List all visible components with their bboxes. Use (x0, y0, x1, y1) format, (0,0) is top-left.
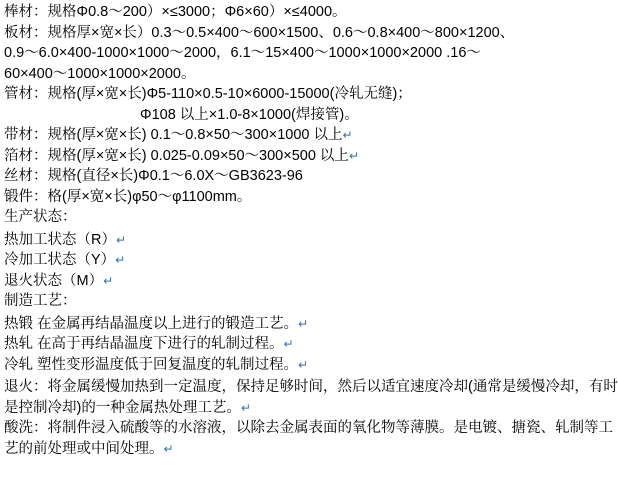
process-text: 在金属再结晶温度以上进行的锻造工艺。 (33, 315, 299, 332)
process-text: 在高于再结晶温度下进行的轧制过程。 (33, 336, 284, 352)
spec-row (0, 105, 618, 126)
paragraph-mark-icon: ↵ (115, 232, 127, 247)
spec-row (0, 125, 618, 146)
spec-label: 锻件： (4, 188, 48, 205)
state-line (0, 230, 618, 251)
spec-text: 规格(直径×长)Φ0.1～6.0X～GB3623-96 (47, 168, 303, 184)
spec-text: 规格(厚×宽×长) 0.1～0.8×50～300×1000 以上 (47, 127, 343, 143)
process-item (0, 334, 618, 355)
spec-row (0, 187, 618, 208)
paragraph-mark-icon: ↵ (298, 316, 309, 331)
state-label: 退火状态（M） (4, 272, 104, 289)
spec-label: 板材： (4, 24, 48, 41)
process-term: 热轧 (4, 336, 33, 352)
process-text: 塑性变形温度低于回复温度的轧制过程。 (33, 356, 299, 373)
spec-row (0, 146, 618, 167)
spec-text: 规格Φ0.8～200）×≤3000；Φ6×60）×≤4000。 (47, 4, 347, 20)
paragraph-mark-icon: ↵ (283, 337, 294, 351)
spec-text: 规格(厚×宽×长) 0.025-0.09×50～300×500 以上 (47, 147, 349, 164)
specification-block (0, 2, 618, 207)
spec-text: 格(厚×宽×长)φ50～φ1100mm。 (47, 188, 252, 205)
definition-text: 将制件浸入硫酸等的水溶液，以除去金属表面的氧化物等薄膜。是电镀、搪瓷、轧制等工艺的前处理或中间处理。 (4, 420, 613, 457)
paragraph-mark-icon: ↵ (348, 148, 359, 163)
process-item (0, 355, 618, 376)
spec-row (0, 43, 618, 64)
spec-row (0, 166, 618, 187)
spec-text: 0.9～6.0×400-1000×1000～2000，6.1～15×400～1000×1000×2000 .16～ (4, 45, 481, 61)
spec-row (0, 23, 618, 44)
definition-paragraph (0, 377, 618, 418)
definition-text: 将金属缓慢加热到一定温度，保持足够时间，然后以适宜速度冷却(通常是缓慢冷却，有时是控制冷却)的一种金属热处理工艺。 (4, 379, 618, 416)
spec-row (0, 2, 618, 23)
spec-label: 丝材： (4, 168, 48, 184)
spec-row (0, 84, 618, 105)
spec-row (0, 64, 618, 85)
paragraph-mark-icon: ↵ (163, 441, 174, 456)
process-item (0, 314, 618, 335)
process-heading: 制造工艺： (4, 293, 77, 309)
spec-label: 带材： (4, 127, 48, 143)
process-term: 热锻 (4, 315, 33, 332)
paragraph-mark-icon: ↵ (103, 273, 114, 288)
process-term: 冷轧 (4, 356, 33, 373)
definition-term: 酸洗： (4, 420, 48, 436)
paragraph-mark-icon: ↵ (240, 400, 251, 415)
spec-label: 箔材： (4, 147, 48, 164)
spec-text: 规格(厚×宽×长)Φ5-110×0.5-10×6000-15000(冷轧无缝)； (47, 86, 412, 102)
paragraph-mark-icon: ↵ (342, 128, 353, 142)
definition-term: 退火： (4, 379, 48, 395)
state-label: 热加工状态（R） (4, 231, 116, 248)
spec-text: Φ108 以上×1.0-8×1000(焊接管)。 (140, 106, 359, 123)
production-state-heading: 生产状态： (4, 209, 77, 225)
definition-paragraph (0, 418, 618, 459)
spec-label: 棒材： (4, 4, 48, 20)
state-line (0, 271, 618, 292)
spec-text: 规格厚×宽×长）0.3～0.5×400～600×1500、0.6～0.8×400～800×1200、 (47, 24, 515, 41)
spec-text: 60×400～1000×1000×2000。 (4, 65, 196, 82)
paragraph-mark-icon: ↵ (298, 357, 309, 372)
paragraph-mark-icon: ↵ (115, 253, 126, 267)
state-line (0, 250, 618, 271)
state-label: 冷加工状态（Y） (4, 252, 116, 268)
spec-label: 管材： (4, 86, 48, 102)
